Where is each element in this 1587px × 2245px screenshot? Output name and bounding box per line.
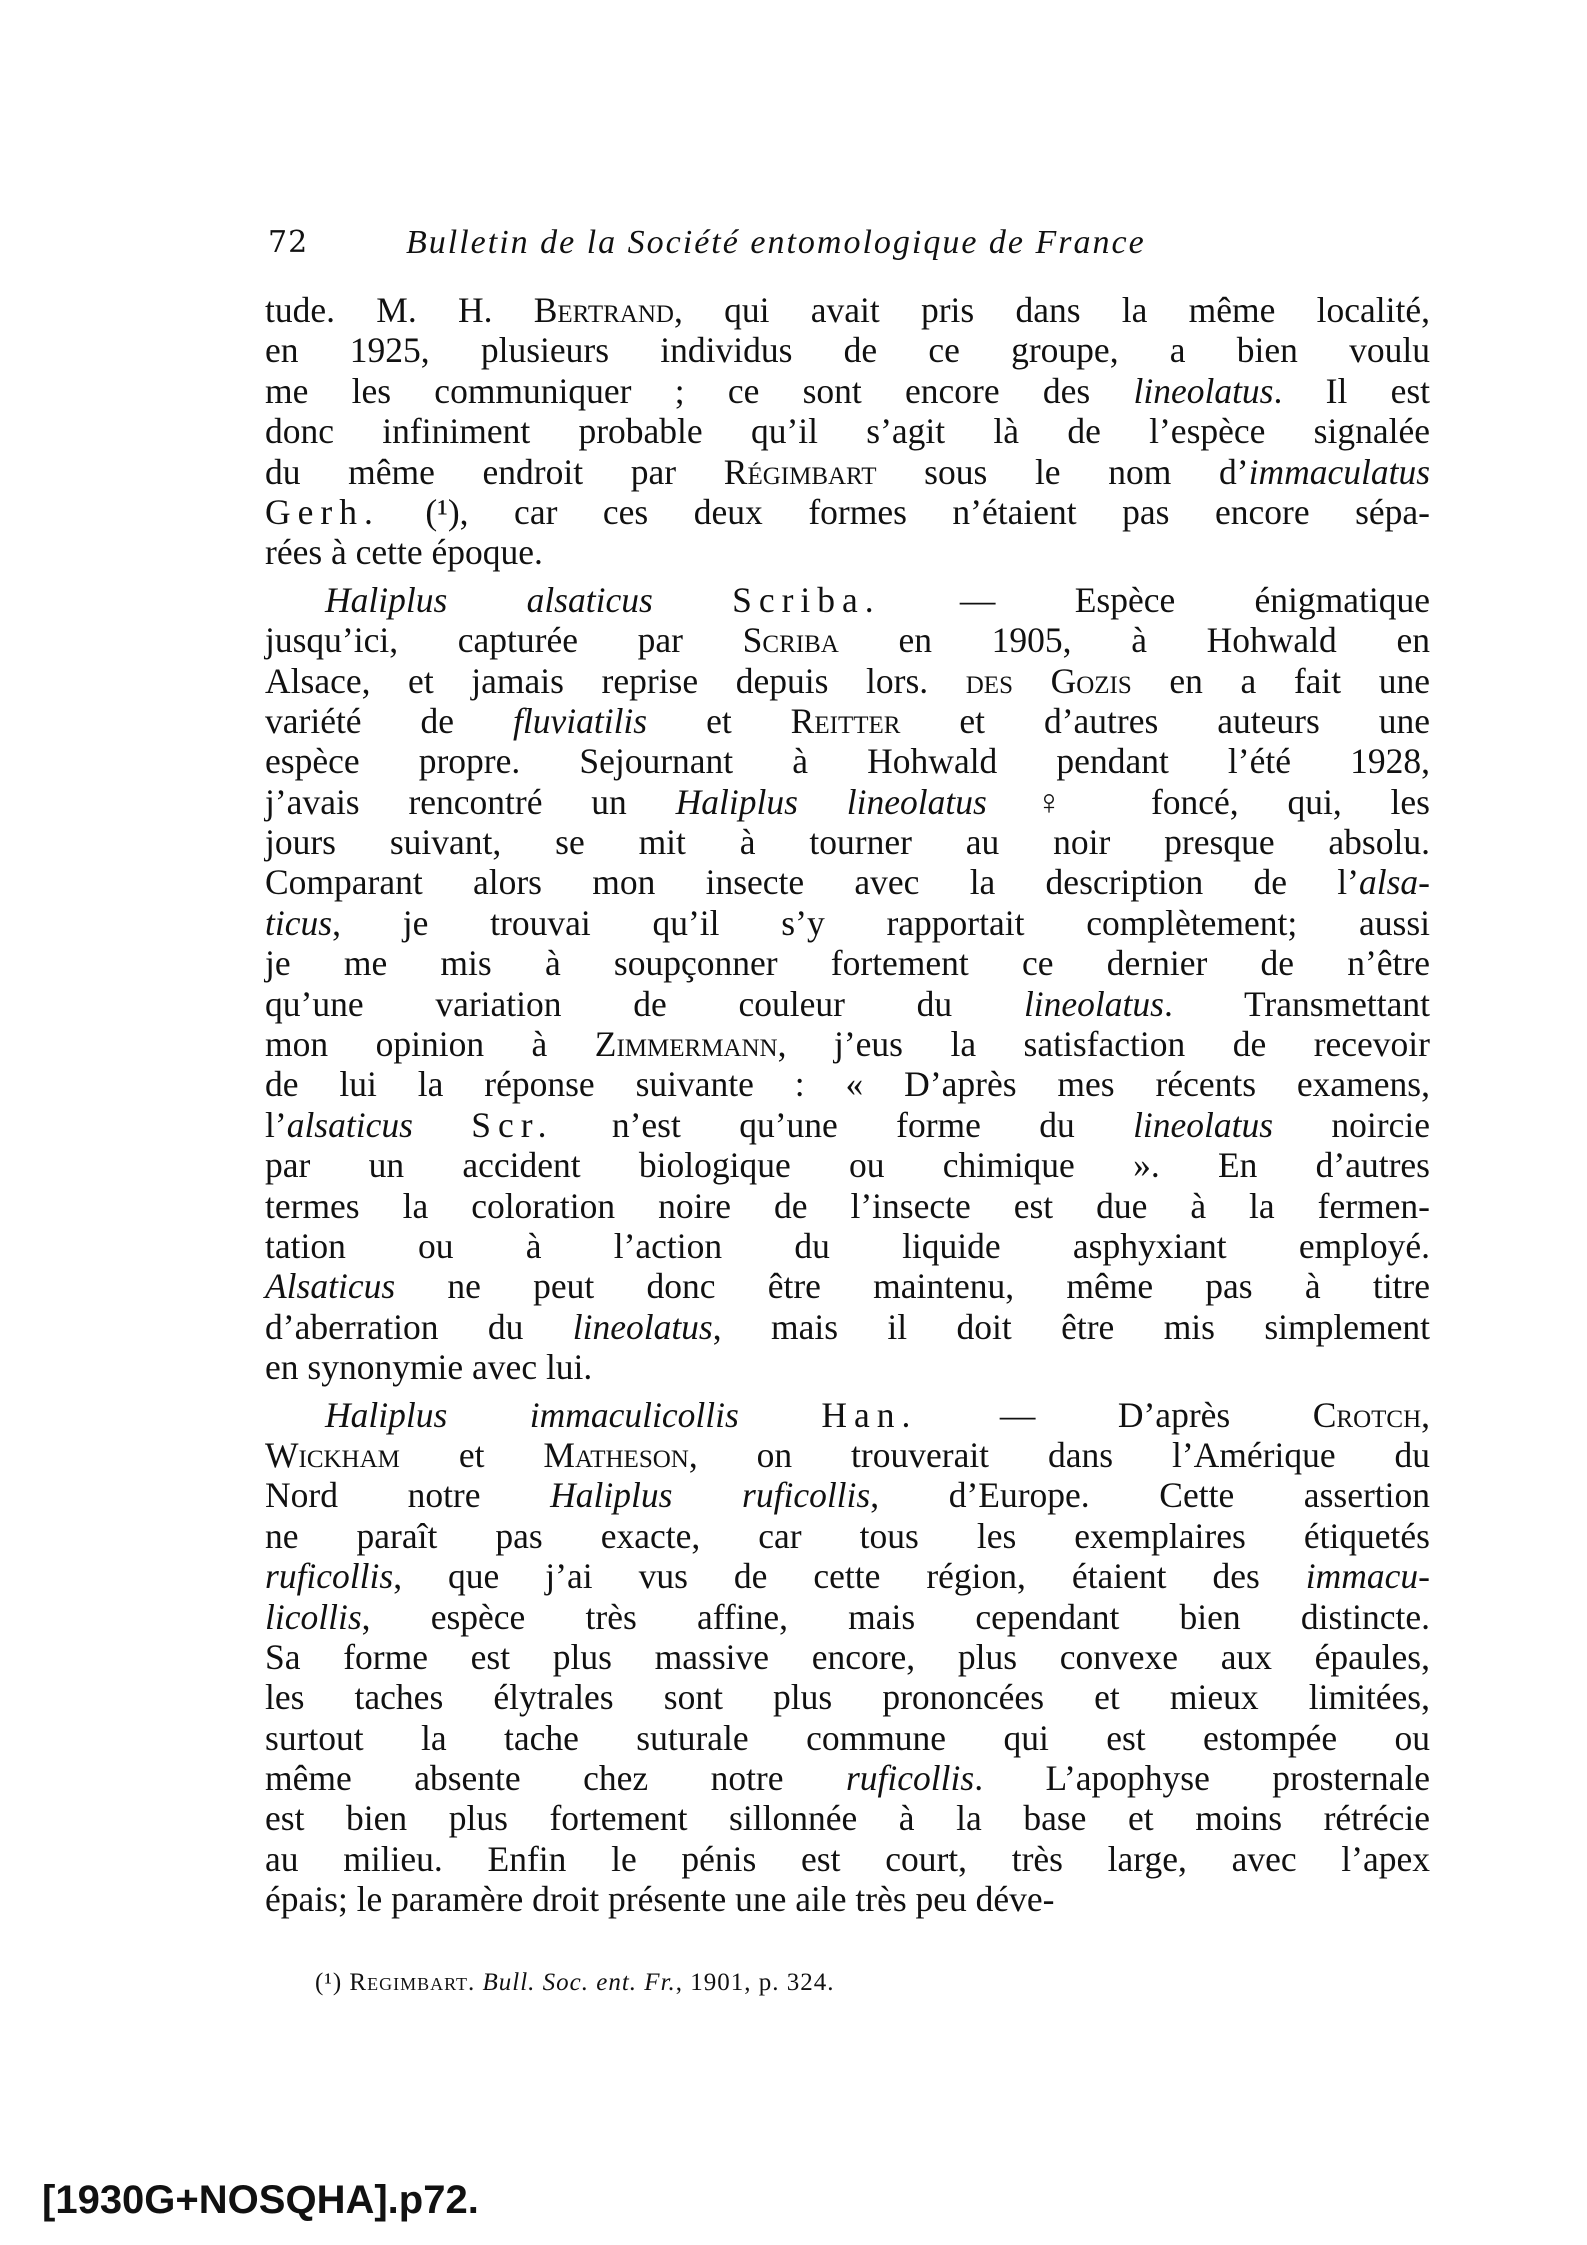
text-run: sous le nom d’	[876, 451, 1249, 492]
text-run: . L’apophyse prosternale	[974, 1758, 1431, 1799]
text-line	[265, 1024, 1430, 1064]
small-caps-name: Regimbart	[349, 1969, 468, 1996]
text-run: espèce propre. Sejournant à Hohwald pendant l’été 1928,	[265, 741, 1430, 782]
text-run: , 1901, p. 324.	[675, 1969, 835, 1996]
text-run: jusqu’ici, capturée par	[265, 620, 743, 661]
page-number: 72	[268, 225, 309, 260]
text-run: l’	[265, 1104, 287, 1145]
italic-run: ruficollis	[265, 1556, 394, 1597]
text-line	[265, 330, 1430, 370]
text-run: surtout la tache suturale commune qui est estompée ou	[265, 1717, 1430, 1758]
small-caps-name: des Gozis	[965, 660, 1132, 701]
body-text	[265, 290, 1430, 1920]
text-run: les taches élytrales sont plus prononcées et mieux limitées,	[265, 1677, 1430, 1718]
running-header	[268, 218, 1428, 268]
text-run: termes la coloration noire de l’insecte est due à la fermen-	[265, 1185, 1430, 1226]
text-line	[265, 1266, 1430, 1306]
text-line	[265, 371, 1430, 411]
italic-run: lineolatus	[572, 1306, 713, 1347]
text-line	[265, 1395, 1430, 1435]
text-run: qu’une variation de couleur du	[265, 983, 1024, 1024]
text-run: (¹)	[315, 1969, 350, 1996]
italic-run: immaculatus	[1248, 451, 1431, 492]
spaced-author: Scr.	[471, 1104, 554, 1145]
journal-title: Bulletin de la Société entomologique de France	[406, 224, 1146, 261]
small-caps-name: Reitter	[790, 700, 901, 741]
italic-run: licollis	[265, 1596, 362, 1637]
text-run: mon opinion à	[265, 1024, 595, 1065]
italic-run: Haliplus lineolatus	[675, 781, 987, 822]
italic-run: Haliplus immaculicollis	[325, 1394, 739, 1435]
small-caps-name: Zimmermann	[594, 1024, 778, 1065]
spaced-author: Gerh.	[265, 491, 380, 532]
text-line	[265, 620, 1430, 660]
small-caps-name: Matheson	[543, 1434, 689, 1475]
text-run: tude. M. H.	[265, 290, 534, 330]
text-run: n’est qu’une forme du	[553, 1104, 1134, 1145]
text-run: . Il est	[1273, 370, 1430, 411]
text-line	[265, 532, 1430, 572]
text-run: épais; le paramère droit présente une aile très peu déve-	[265, 1879, 1055, 1920]
text-line	[265, 1879, 1430, 1919]
paragraph-p1	[265, 290, 1430, 573]
text-run: Comparant alors mon insecte avec la description de l’	[265, 862, 1359, 903]
small-caps-name: Crotch	[1312, 1394, 1422, 1435]
small-caps-name: Régimbart	[723, 451, 877, 492]
text-line	[265, 1347, 1430, 1387]
text-line	[265, 1145, 1430, 1185]
text-run	[653, 580, 732, 620]
text-run: , que j’ai vus de cette région, étaient des	[393, 1556, 1306, 1597]
small-caps-name: Wickham	[265, 1434, 400, 1475]
text-run: en a fait une	[1131, 660, 1431, 701]
text-run: rées à cette époque.	[265, 532, 543, 573]
text-run: variété de	[265, 700, 513, 741]
text-line	[265, 943, 1430, 983]
italic-run: Alsaticus	[265, 1266, 396, 1307]
text-run: et d’autres auteurs une	[900, 700, 1430, 741]
text-run: , j’eus la satisfaction de recevoir	[777, 1024, 1430, 1065]
text-line	[265, 1226, 1430, 1266]
text-run: en 1925, plusieurs individus de ce groupe, a bien voulu	[265, 330, 1430, 371]
text-run: même absente chez notre	[265, 1758, 846, 1799]
text-run: d’aberration du	[265, 1306, 573, 1347]
text-run: au milieu. Enfin le pénis est court, très large, avec l’apex	[265, 1838, 1430, 1879]
spaced-author: Scriba.	[732, 579, 881, 620]
text-line	[265, 1718, 1430, 1758]
text-line	[265, 1105, 1430, 1145]
text-run: est bien plus fortement sillonnée à la base et moins rétrécie	[265, 1798, 1430, 1839]
text-line	[265, 1798, 1430, 1838]
text-line	[265, 1307, 1430, 1347]
text-line	[265, 701, 1430, 741]
italic-run: lineolatus	[1133, 1104, 1274, 1145]
text-run: par un accident biologique ou chimique ». En d’autres	[265, 1145, 1430, 1186]
text-run: tation ou à l’action du liquide asphyxiant employé.	[265, 1225, 1430, 1266]
text-line	[265, 290, 1430, 330]
text-run	[739, 1395, 822, 1435]
small-caps-name: Bertrand	[533, 290, 674, 330]
text-line	[265, 1186, 1430, 1226]
footnote	[315, 1966, 1215, 2000]
text-run: .	[468, 1969, 483, 1996]
text-line	[265, 492, 1430, 532]
text-line	[265, 1839, 1430, 1879]
text-line	[265, 741, 1430, 781]
text-line	[265, 984, 1430, 1024]
text-run: me les communiquer ; ce sont encore des	[265, 370, 1134, 411]
text-run: ,	[1421, 1394, 1431, 1435]
text-run: , mais il doit être mis simplement	[712, 1306, 1430, 1347]
paragraph-p2	[265, 580, 1430, 1388]
text-run: et	[399, 1434, 544, 1475]
text-line	[265, 452, 1430, 492]
text-run: donc infiniment probable qu’il s’agit là de l’espèce signalée	[265, 411, 1430, 452]
italic-run: alsaticus	[286, 1104, 413, 1145]
text-run: Nord notre	[265, 1475, 551, 1516]
text-line	[265, 661, 1430, 701]
text-run: ne peut donc être maintenu, même pas à titre	[395, 1266, 1430, 1307]
text-line	[265, 1677, 1430, 1717]
italic-run: alsa-	[1359, 862, 1430, 903]
text-run: je me mis à soupçonner fortement ce dernier de n’être	[265, 943, 1430, 984]
italic-run: immacu-	[1305, 1556, 1430, 1597]
text-line	[265, 1556, 1430, 1596]
text-run: Sa forme est plus massive encore, plus convexe aux épaules,	[265, 1636, 1430, 1677]
text-run: noircie	[1273, 1104, 1430, 1145]
text-run: et	[647, 700, 791, 741]
text-run	[413, 1105, 471, 1145]
text-run: , on trouverait dans l’Amérique du	[688, 1434, 1431, 1475]
paragraph-gap	[265, 1388, 1430, 1395]
text-run: , je trouvai qu’il s’y rapportait complètement; aussi	[332, 902, 1430, 943]
page-identifier-stamp: [1930G+NOSQHA].p72.	[42, 2178, 479, 2222]
text-run: j’avais rencontré un	[265, 781, 676, 822]
text-run: de lui la réponse suivante : « D’après mes récents examens,	[265, 1064, 1430, 1105]
paragraph-gap	[265, 573, 1430, 580]
spaced-author: Han.	[821, 1394, 918, 1435]
text-run: ne paraît pas exacte, car tous les exemplaires étiquetés	[265, 1515, 1430, 1556]
text-line	[265, 1758, 1430, 1798]
text-run: (¹), car ces deux formes n’étaient pas encore sépa-	[379, 491, 1430, 532]
text-line	[265, 782, 1430, 822]
italic-run: ticus	[265, 902, 333, 943]
text-line	[265, 580, 1430, 620]
italic-run: Haliplus alsaticus	[325, 579, 653, 620]
text-run: — D’après	[917, 1394, 1313, 1435]
text-line	[265, 1637, 1430, 1677]
text-line	[265, 1064, 1430, 1104]
small-caps-name: Scriba	[742, 620, 839, 661]
italic-run: lineolatus	[1133, 370, 1274, 411]
text-line	[265, 903, 1430, 943]
text-run: , qui avait pris dans la même localité,	[673, 290, 1430, 330]
text-line	[265, 411, 1430, 451]
italic-run: Haliplus ruficollis	[550, 1475, 871, 1516]
text-run: Alsace, et jamais reprise depuis lors.	[265, 660, 966, 701]
paragraph-p3	[265, 1395, 1430, 1920]
text-run: — Espèce énigmatique	[880, 579, 1430, 620]
italic-run: ruficollis	[845, 1758, 975, 1799]
text-line	[265, 1435, 1430, 1475]
text-run: ♀ foncé, qui, les	[986, 781, 1430, 822]
text-run: en 1905, à Hohwald en	[838, 620, 1430, 661]
text-line	[265, 862, 1430, 902]
text-run: en synonymie avec lui.	[265, 1347, 593, 1388]
text-run: jours suivant, se mit à tourner au noir presque absolu.	[265, 822, 1430, 863]
text-line	[265, 1597, 1430, 1637]
text-run: . Transmettant	[1163, 983, 1430, 1024]
italic-run: Bull. Soc. ent. Fr.	[482, 1969, 676, 1996]
italic-run: lineolatus	[1023, 983, 1164, 1024]
text-run: , espèce très affine, mais cependant bien distincte.	[361, 1596, 1430, 1637]
text-line	[265, 1516, 1430, 1556]
text-line	[265, 1475, 1430, 1515]
text-line	[265, 822, 1430, 862]
italic-run: fluviatilis	[513, 700, 648, 741]
text-run: , d’Europe. Cette assertion	[870, 1475, 1430, 1516]
text-run: du même endroit par	[265, 451, 724, 492]
